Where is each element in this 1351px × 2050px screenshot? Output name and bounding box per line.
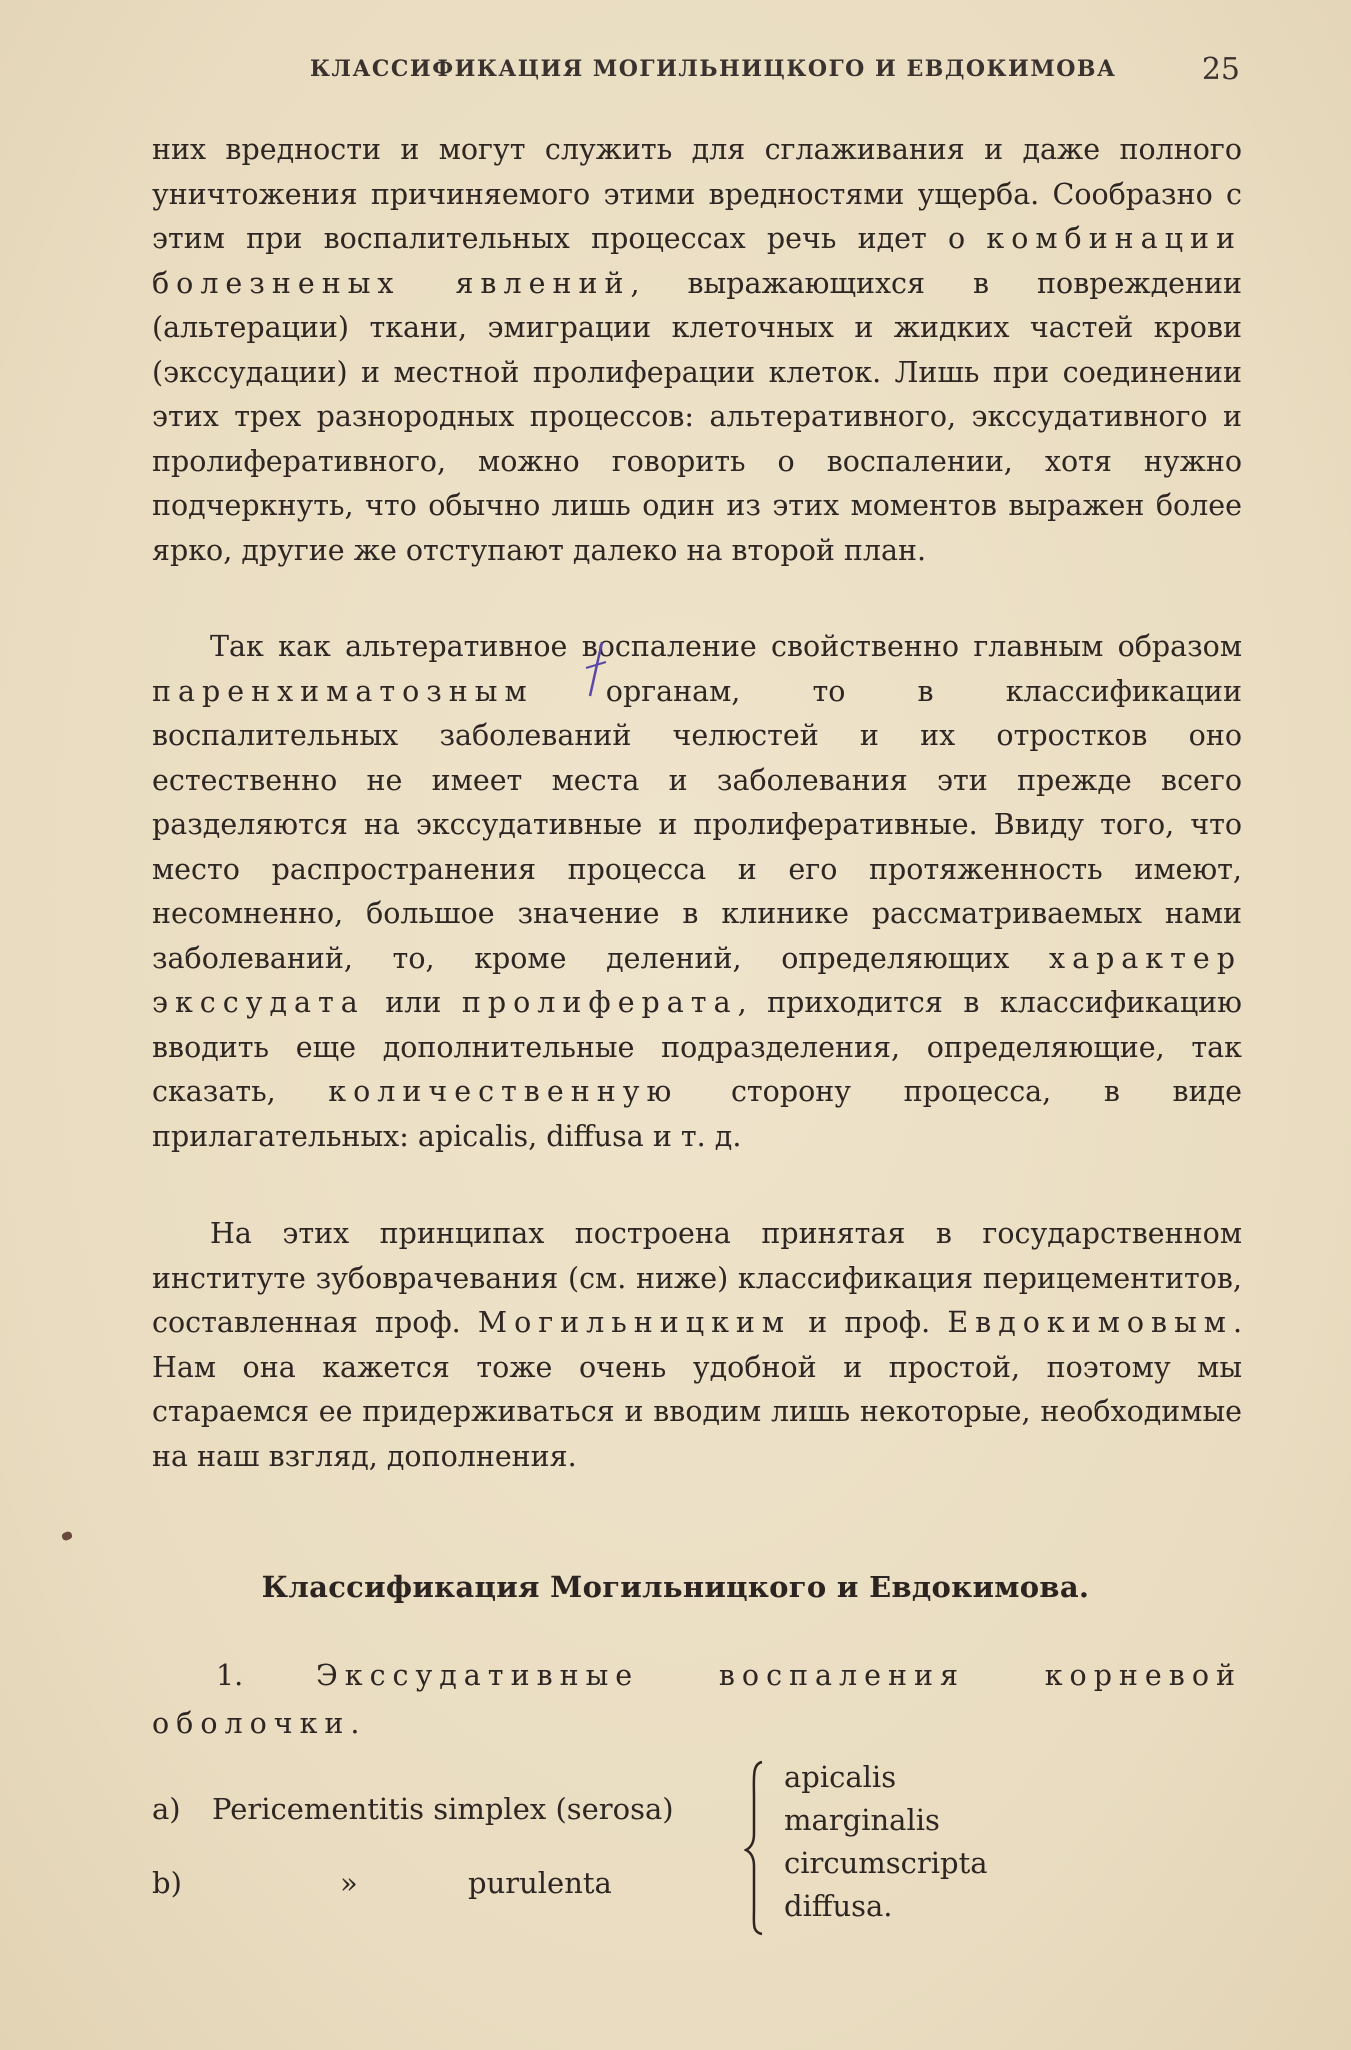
section-heading: Классификация Могильницкого и Евдокимова. xyxy=(261,1570,1090,1604)
paragraph-1-spaced: комбинации болезненых явлений xyxy=(152,222,1242,300)
row-a-letter: a) xyxy=(152,1792,181,1826)
row-b-ditto: » xyxy=(340,1866,358,1900)
paragraph-1-text-b: , выражающихся в повреждении (альтерации) ткани, эмиграции клеточных и жидких частей крови (экссудации) и местной пролиферации клеток. Лишь при соединении этих трех разнородных процессов: альтеративного, экссудативного и пролиферативного, можно говорить о воспалении, хотя нужно подчеркнуть, что обычно лишь один из этих моментов выражен более ярко, другие же отступают далеко на второй план. xyxy=(152,266,1242,567)
row-b-letter: b) xyxy=(152,1866,182,1900)
pencil-mark-icon xyxy=(580,640,610,700)
paragraph-2-text-e: сторону процесса, в виде прилагательных: apicalis, diffusa и т. д. xyxy=(152,1075,1243,1153)
paragraph-2 xyxy=(152,625,1242,1159)
paragraph-2-spaced-c: пролиферата xyxy=(461,986,738,1019)
paragraph-2-text-b: органам, то в классификации воспалительных заболеваний челюстей и их отростков оно естественно не имеет места и заболевания эти прежде всего разделяются на экссудативные и пролиферативные. Ввиду того, что место распространения процесса и его протяженность имеют, несомненно, большое значение в клинике рассматриваемых нами заболеваний, то, кроме делений, определяющих xyxy=(152,674,1242,975)
paragraph-2-text-d: , приходится в классификацию вводить еще дополнительные подразделения, определяющие, так сказать, xyxy=(152,986,1242,1108)
row-a-term: Pericementitis simplex (serosa) xyxy=(212,1792,674,1826)
option-diffusa: diffusa. xyxy=(784,1889,893,1923)
page-number: 25 xyxy=(1201,52,1240,87)
paragraph-2-text-a: Так как альтеративное воспаление свойственно главным образом xyxy=(210,630,1242,663)
paragraph-3-text-b: и проф. xyxy=(791,1306,948,1339)
paragraph-1 xyxy=(152,128,1242,573)
paragraph-2-spaced-a: паренхиматозным xyxy=(152,674,534,708)
margin-ink-mark xyxy=(61,1531,73,1542)
paragraph-3-spaced-a: Могильницким xyxy=(477,1306,792,1339)
item-1-number: 1. xyxy=(216,1659,244,1692)
paragraph-2-spaced-b: характер экссудата xyxy=(152,941,1242,1019)
option-apicalis: apicalis xyxy=(784,1760,897,1794)
classification-item-1 xyxy=(152,1652,1242,1748)
paragraph-2-spaced-d: количественную xyxy=(328,1075,679,1108)
option-circumscripta: circumscripta xyxy=(784,1846,988,1880)
paragraph-2-text-c: или xyxy=(364,986,462,1019)
running-title: КЛАССИФИКАЦИЯ МОГИЛЬНИЦКОГО И ЕВДОКИМОВА xyxy=(310,56,1117,82)
curly-brace-icon xyxy=(744,1758,768,1938)
paragraph-1-text-a: них вредности и могут служить для сглаживания и даже полного уничтожения причиняемого этими вредностями ущерба. Сообразно с этим при воспалительных процессах речь идет о xyxy=(152,133,1242,255)
running-head xyxy=(150,52,1240,92)
row-b-term: purulenta xyxy=(468,1866,612,1900)
item-1-end: . xyxy=(350,1707,360,1740)
option-marginalis: marginalis xyxy=(784,1803,940,1837)
paragraph-3 xyxy=(152,1212,1242,1479)
paragraph-3-text-a: На этих принципах построена принятая в государственном институте зубоврачевания (см. ниже) классификация перицементитов, составленная проф. xyxy=(152,1217,1242,1339)
item-1-title: Экссудативные воспаления корневой оболочки xyxy=(152,1659,1242,1740)
paragraph-3-spaced-b: Евдокимовым xyxy=(947,1306,1233,1339)
paragraph-3-text-c: . Нам она кажется тоже очень удобной и простой, поэтому мы стараемся ее придерживаться и вводим лишь некоторые, необходимые на наш взгляд, дополнения. xyxy=(152,1306,1242,1473)
